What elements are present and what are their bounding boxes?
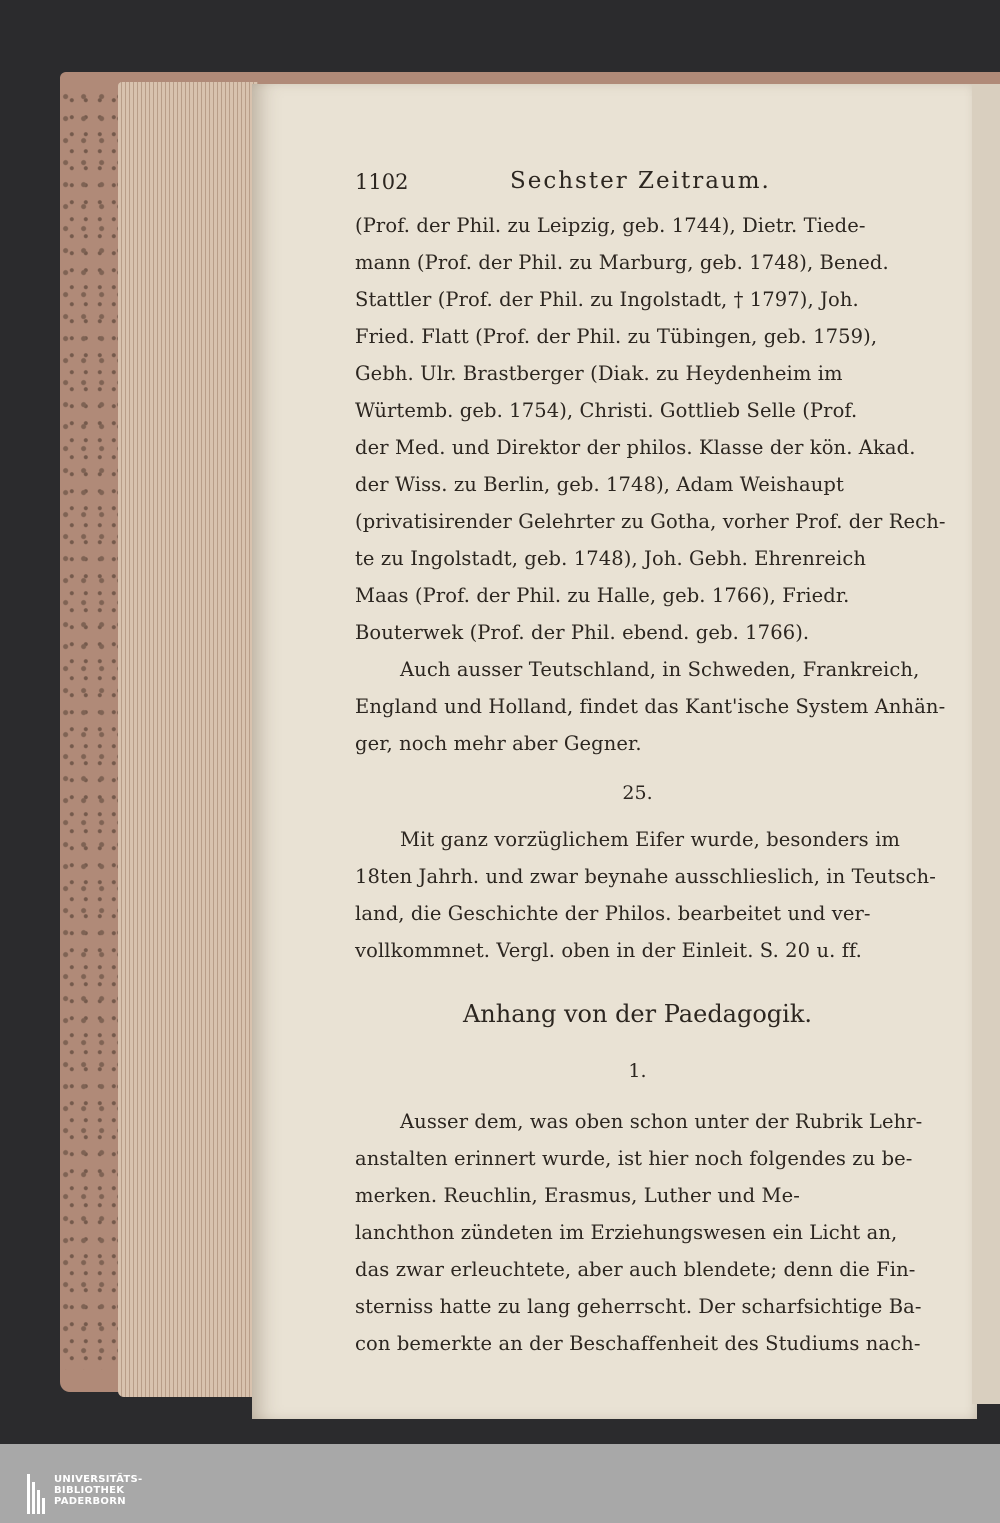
appendix-line: con bemerkte an der Beschaffenheit des Studiums nach-	[355, 1332, 921, 1355]
body-line: Gebh. Ulr. Brastberger (Diak. zu Heydenheim im	[355, 362, 843, 385]
body-line: Stattler (Prof. der Phil. zu Ingolstadt, † 1797), Joh.	[355, 288, 859, 311]
body-line: der Med. und Direktor der philos. Klasse der kön. Akad.	[355, 436, 916, 459]
section-number: 25.	[622, 782, 653, 804]
body-line: mann (Prof. der Phil. zu Marburg, geb. 1748), Bened.	[355, 251, 889, 274]
appendix-line: Ausser dem, was oben schon unter der Rubrik Lehr-	[400, 1110, 923, 1133]
appendix-line: anstalten erinnert wurde, ist hier noch folgendes zu be-	[355, 1147, 913, 1170]
page-number: 1102	[355, 170, 409, 194]
appendix-line: merken. Reuchlin, Erasmus, Luther und Me-	[355, 1184, 800, 1207]
body-line: England und Holland, findet das Kant'ische System Anhän-	[355, 695, 946, 718]
body-line: Auch ausser Teutschland, in Schweden, Frankreich,	[400, 658, 920, 681]
section-line: land, die Geschichte der Philos. bearbeitet und ver-	[355, 902, 871, 925]
section-line: Mit ganz vorzüglichem Eifer wurde, besonders im	[400, 828, 900, 851]
section-line: 18ten Jahrh. und zwar beynahe ausschlieslich, in Teutsch-	[355, 865, 936, 888]
body-line: Bouterwek (Prof. der Phil. ebend. geb. 1766).	[355, 621, 810, 644]
appendix-line: lanchthon zündeten im Erziehungswesen ein Licht an,	[355, 1221, 898, 1244]
cover-stains	[62, 90, 122, 1370]
appendix-heading: Anhang von der Paedagogik.	[462, 1000, 813, 1028]
library-name-line1: UNIVERSITÄTS-	[54, 1474, 143, 1485]
body-line: te zu Ingolstadt, geb. 1748), Joh. Gebh. Ehrenreich	[355, 547, 867, 570]
library-name-line2: BIBLIOTHEK	[54, 1485, 125, 1496]
library-logo-icon	[27, 1474, 45, 1514]
body-line: Würtemb. geb. 1754), Christi. Gottlieb Selle (Prof.	[355, 399, 858, 422]
library-name-line3: PADERBORN	[54, 1496, 126, 1507]
section-line: vollkommnet. Vergl. oben in der Einleit. S. 20 u. ff.	[355, 939, 862, 962]
appendix-number: 1.	[628, 1060, 647, 1082]
body-line: (Prof. der Phil. zu Leipzig, geb. 1744), Dietr. Tiede-	[355, 214, 866, 237]
appendix-line: das zwar erleuchtete, aber auch blendete; denn die Fin-	[355, 1258, 916, 1281]
appendix-line: sterniss hatte zu lang geherrscht. Der scharfsichtige Ba-	[355, 1295, 922, 1318]
running-title: Sechster Zeitraum.	[510, 168, 771, 194]
page-edges	[118, 82, 258, 1397]
body-line: Maas (Prof. der Phil. zu Halle, geb. 1766), Friedr.	[355, 584, 850, 607]
body-line: Fried. Flatt (Prof. der Phil. zu Tübingen, geb. 1759),	[355, 325, 878, 348]
body-line: der Wiss. zu Berlin, geb. 1748), Adam Weishaupt	[355, 473, 844, 496]
body-line: (privatisirender Gelehrter zu Gotha, vorher Prof. der Rech-	[355, 510, 946, 533]
library-footer	[0, 1444, 1000, 1523]
facing-page-edge	[972, 84, 1000, 1404]
body-line: ger, noch mehr aber Gegner.	[355, 732, 642, 755]
